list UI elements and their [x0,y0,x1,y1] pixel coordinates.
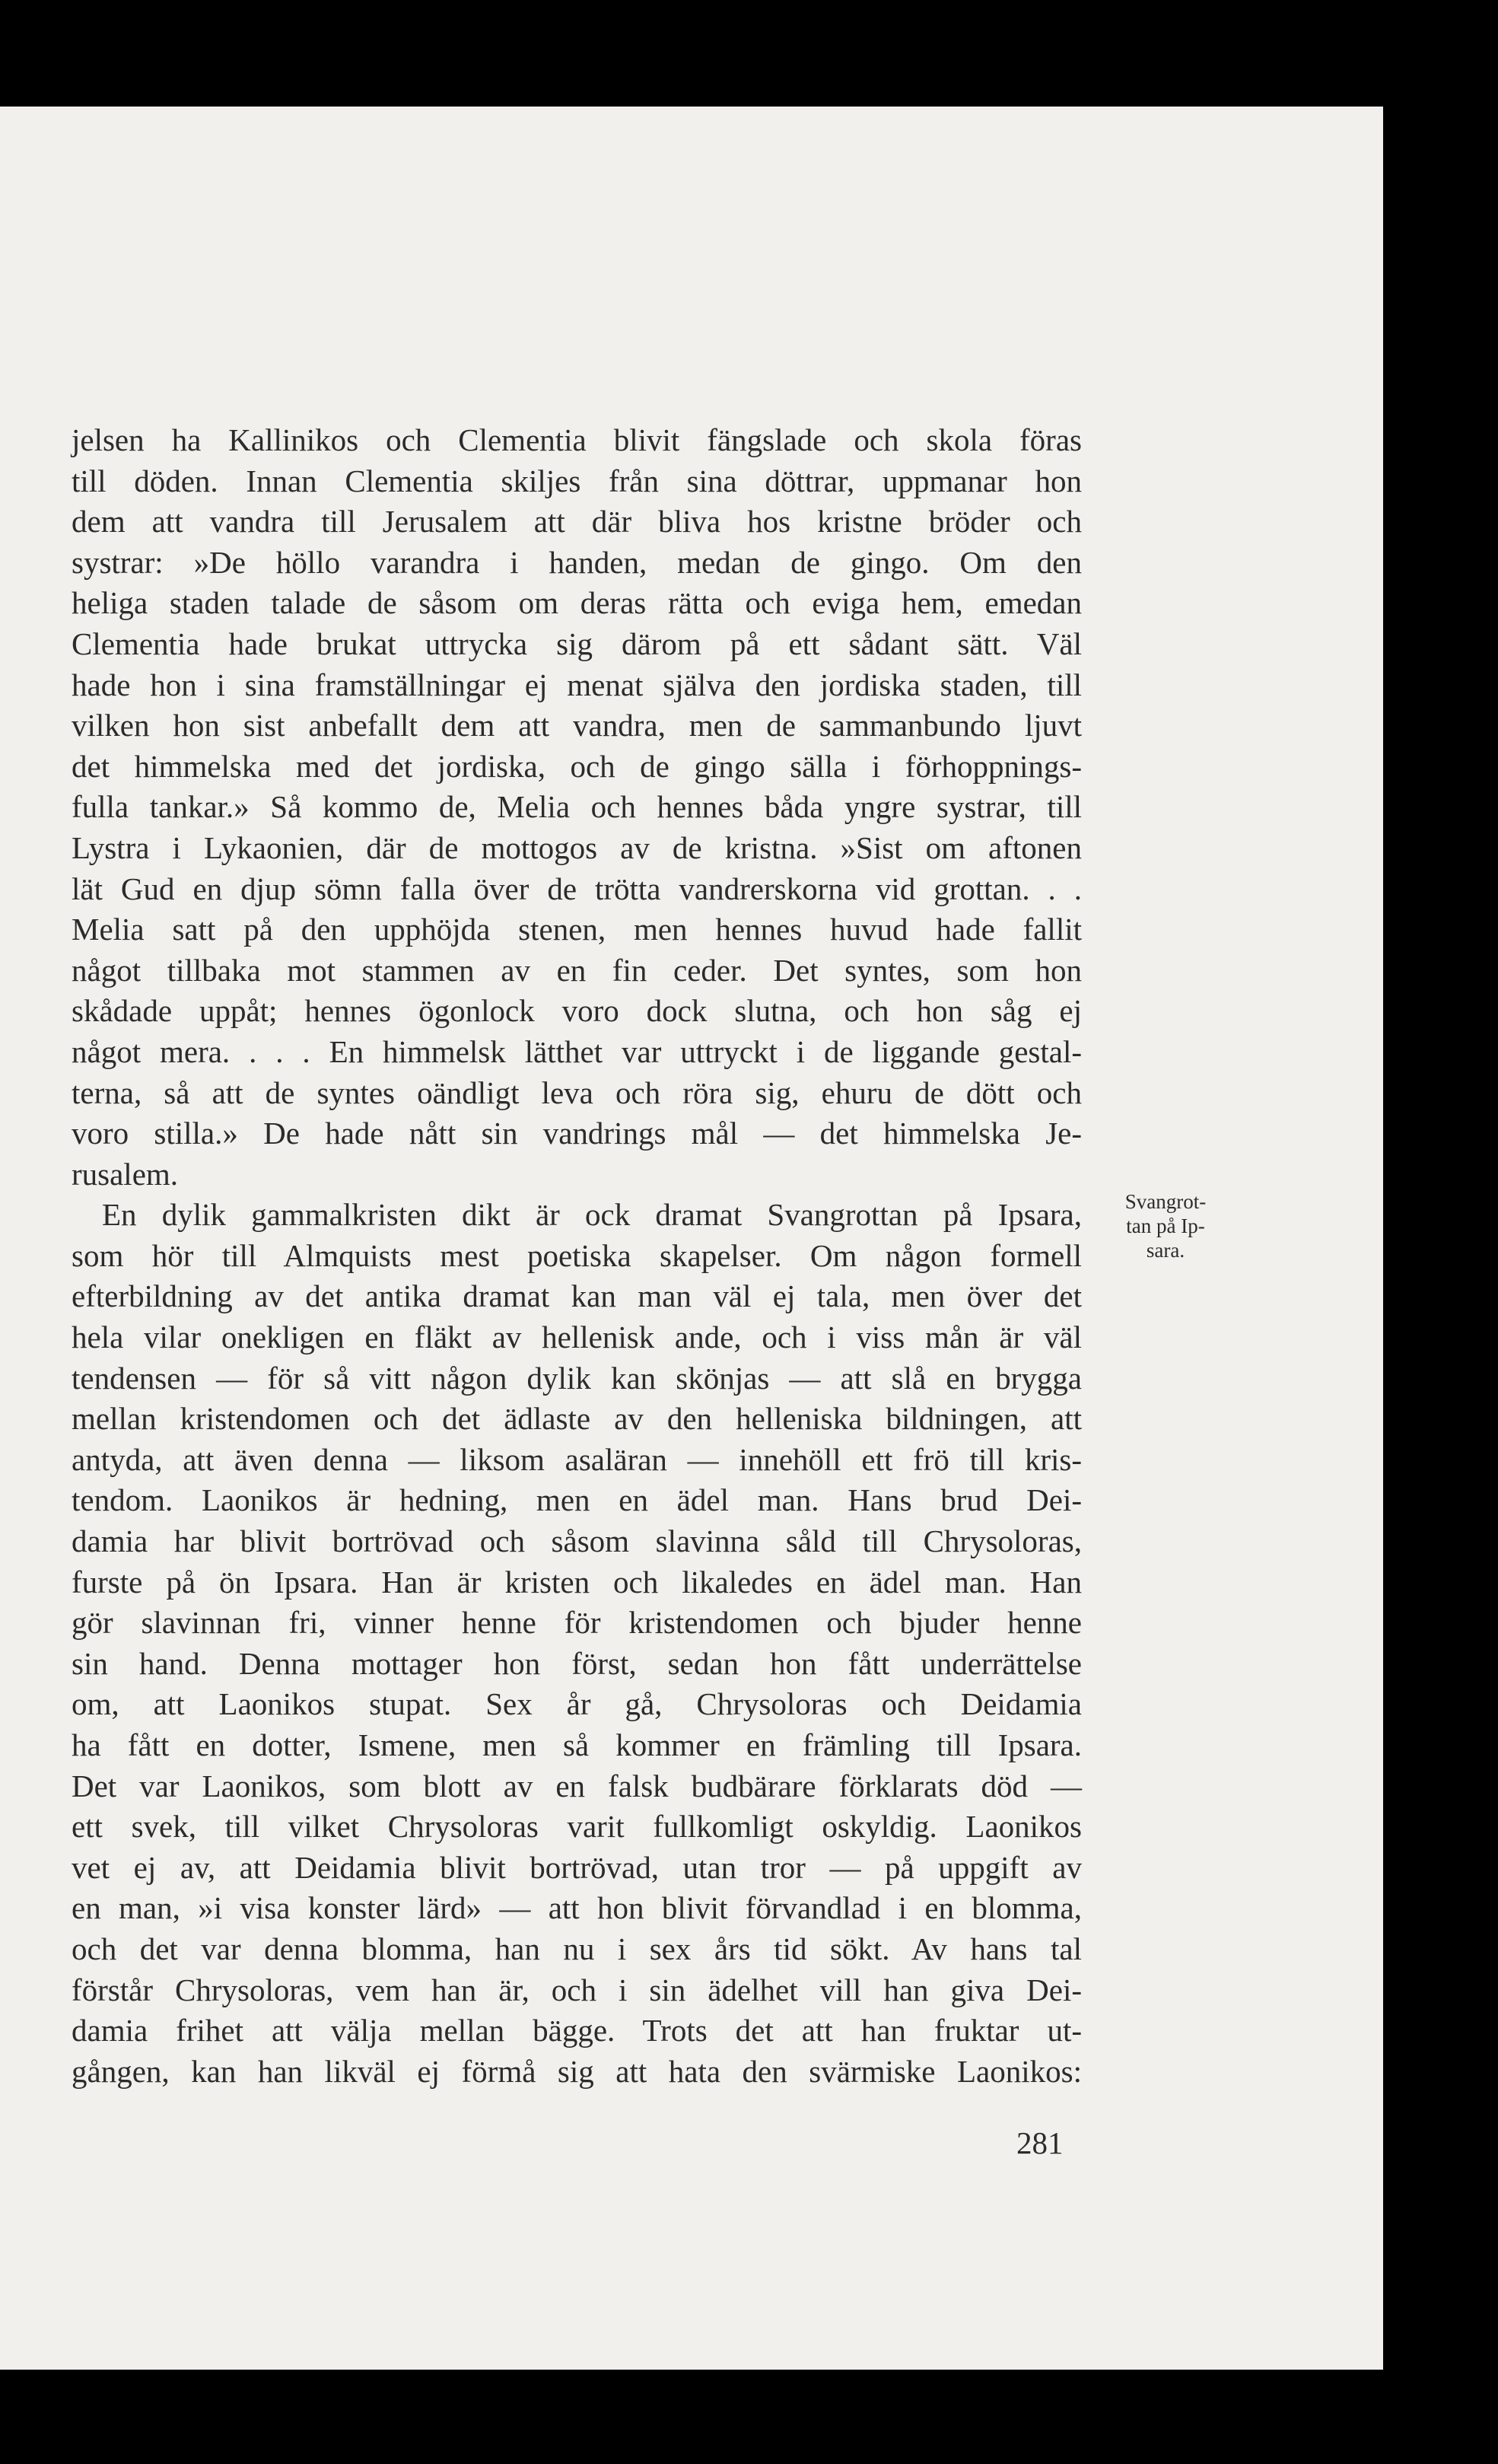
text-line: något mera. . . . En himmelsk lätthet var uttryckt i de liggande gestal- [72,1033,1082,1069]
text-line: systrar: »De höllo varandra i handen, medan de gingo. Om den [72,544,1082,580]
text-line: hela vilar onekligen en fläkt av hellenisk ande, och i viss mån är väl [72,1320,1082,1355]
text-line: om, att Laonikos stupat. Sex år gå, Chrysoloras och Deidamia [72,1686,1082,1722]
text-line: tendom. Laonikos är hedning, men en ädel man. Hans brud Dei- [72,1482,1082,1518]
text-line: rusalem. [72,1156,179,1192]
text-line: och det var denna blomma, han nu i sex års tid sökt. Av hans tal [72,1931,1082,1966]
text-line: lät Gud en djup sömn falla över de trötta vandrerskorna vid grottan. . . [72,871,1082,906]
text-line: det himmelska med det jordiska, och de gingo sälla i förhoppnings- [72,748,1082,784]
text-line: sin hand. Denna mottager hon först, sedan hon fått underrättelse [72,1645,1082,1681]
text-line: ha fått en dotter, Ismene, men så kommer en främling till Ipsara. [72,1727,1082,1762]
marginal-note-line: sara. [1146,1239,1185,1262]
text-line: dem att vandra till Jerusalem att där bliva hos kristne bröder och [72,504,1082,540]
book-page [0,107,1383,2370]
text-line: damia frihet att välja mellan bägge. Trots det att han fruktar ut- [72,2013,1082,2049]
text-line: skådade uppåt; hennes ögonlock voro dock slutna, och hon såg ej [72,993,1082,1029]
marginal-note-line: Svangrot- [1124,1190,1207,1213]
text-line: hade hon i sina framställningar ej menat själva den jordiska staden, till [72,667,1082,702]
text-line: gör slavinnan fri, vinner henne för kristendomen och bjuder henne [72,1605,1082,1641]
text-line: jelsen ha Kallinikos och Clementia blivit fängslade och skola föras [72,422,1082,457]
text-line: förstår Chrysoloras, vem han är, och i sin ädelhet vill han giva Dei- [72,1972,1082,2007]
text-line: vet ej av, att Deidamia blivit bortrövad, utan tror — på uppgift av [72,1849,1082,1885]
text-line: tendensen — för så vitt någon dylik kan skönjas — att slå en brygga [72,1360,1082,1396]
text-line: En dylik gammalkristen dikt är ock dramat Svangrottan på Ipsara, [102,1197,1082,1233]
text-line: en man, »i visa konster lärd» — att hon blivit förvandlad i en blomma, [72,1890,1082,1926]
body-text [72,420,1082,2092]
marginal-note [1105,1189,1226,1262]
page-number: 281 [1016,2125,1064,2160]
text-line: fulla tankar.» Så kommo de, Melia och hennes båda yngre systrar, till [72,789,1082,825]
text-line: Lystra i Lykaonien, där de mottogos av de kristna. »Sist om aftonen [72,829,1082,865]
text-line: heliga staden talade de såsom om deras rätta och eviga hem, emedan [72,585,1082,621]
text-line: antyda, att även denna — liksom asaläran — innehöll ett frö till kris- [72,1441,1082,1477]
text-line: ett svek, till vilket Chrysoloras varit fullkomligt oskyldig. Laonikos [72,1809,1082,1845]
text-line: mellan kristendomen och det ädlaste av den helleniska bildningen, att [72,1401,1082,1437]
marginal-note-line: tan på Ip- [1126,1214,1205,1237]
text-line: voro stilla.» De hade nått sin vandrings mål — det himmelska Je- [72,1116,1082,1151]
text-line: terna, så att de syntes oändligt leva och röra sig, ehuru de dött och [72,1074,1082,1110]
text-line: till döden. Innan Clementia skiljes från sina döttrar, uppmanar hon [72,463,1082,498]
text-line: som hör till Almquists mest poetiska skapelser. Om någon formell [72,1237,1082,1273]
text-line: Melia satt på den upphöjda stenen, men hennes huvud hade fallit [72,912,1082,947]
text-line: furste på ön Ipsara. Han är kristen och likaledes en ädel man. Han [72,1564,1082,1600]
text-line: Det var Laonikos, som blott av en falsk budbärare förklarats död — [72,1768,1082,1803]
text-line: gången, kan han likväl ej förmå sig att hata den svärmiske Laonikos: [72,2053,1082,2089]
text-line: efterbildning av det antika dramat kan man väl ej tala, men över det [72,1278,1082,1314]
text-line: damia har blivit bortrövad och såsom slavinna såld till Chrysoloras, [72,1523,1082,1559]
text-line: Clementia hade brukat uttrycka sig därom på ett sådant sätt. Väl [72,626,1082,661]
text-line: vilken hon sist anbefallt dem att vandra, men de sammanbundo ljuvt [72,708,1082,743]
text-line: något tillbaka mot stammen av en fin ceder. Det syntes, som hon [72,952,1082,988]
